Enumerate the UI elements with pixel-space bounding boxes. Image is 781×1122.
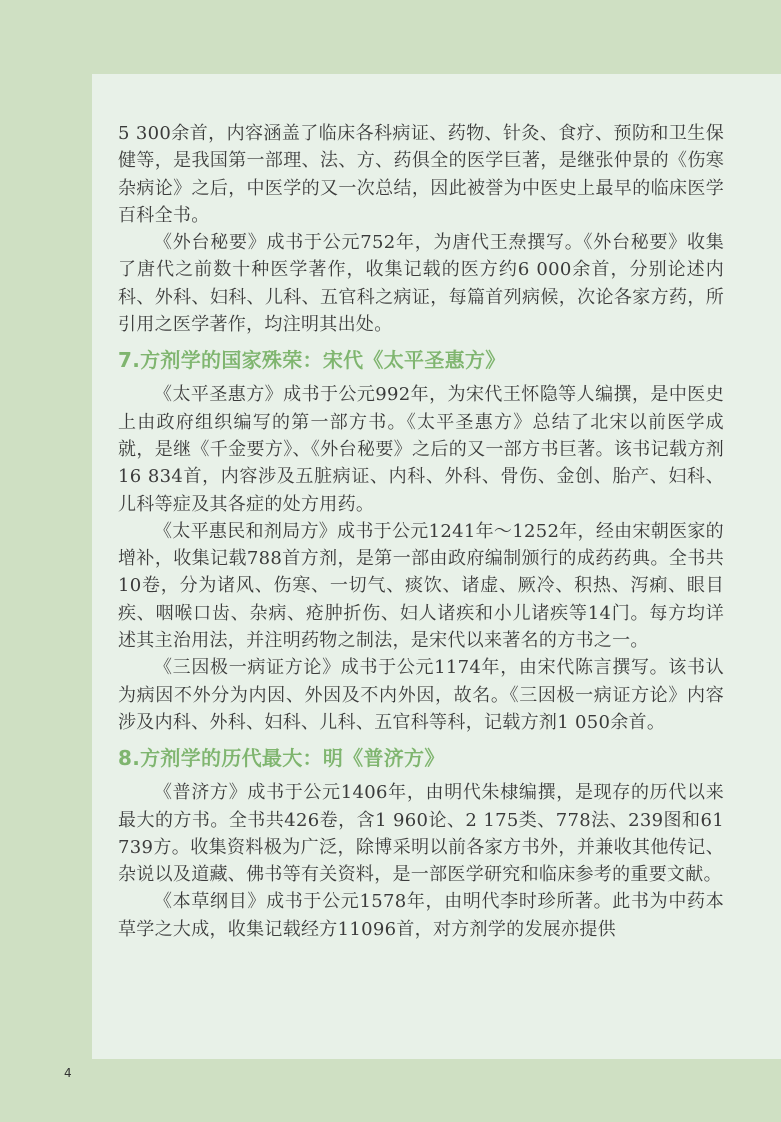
- page-body: [118, 120, 724, 943]
- paragraph: 《太平圣惠方》成书于公元992年，为宋代王怀隐等人编撰，是中医史上由政府组织编写的第一部方书。《太平圣惠方》总结了北宋以前医学成就，是继《千金要方》、《外台秘要》之后的又一部方书巨著。该书记载方剂16 834首，内容涉及五脏病证、内科、外科、骨伤、金创、胎产、妇科、儿科等症及其各症的处方用药。: [118, 384, 724, 515]
- paragraph: 《普济方》成书于公元1406年，由明代朱棣编撰，是现存的历代以来最大的方书。全书共426卷，含1 960论、2 175类、778法、239图和61 739方。收集资料极为广泛，除博采明以前各家方书外，并兼收其他传记、杂说以及道藏、佛书等有关资料，是一部医学研究和临床参考的重要文献。: [118, 782, 724, 886]
- section-heading-7: 7.方剂学的国家殊荣：宋代《太平圣惠方》: [118, 348, 506, 373]
- section-heading-8: 8.方剂学的历代最大：明《普济方》: [118, 746, 445, 771]
- paragraph: 《太平惠民和剂局方》成书于公元1241年～1252年，经由宋朝医家的增补，收集记载788首方剂，是第一部由政府编制颁行的成药药典。全书共10卷，分为诸风、伤寒、一切气、痰饮、诸虚、厥冷、积热、泻痢、眼目疾、咽喉口齿、杂病、疮肿折伤、妇人诸疾和小儿诸疾等14门。每方均详述其主治用法，并注明药物之制法，是宋代以来著名的方书之一。: [118, 520, 724, 652]
- paragraph: 5 300余首，内容涵盖了临床各科病证、药物、针灸、食疗、预防和卫生保健等，是我国第一部理、法、方、药俱全的医学巨著，是继张仲景的《伤寒杂病论》之后，中医学的又一次总结，因此被誉为中医史上最早的临床医学百科全书。: [118, 123, 724, 226]
- paragraph: 《外台秘要》成书于公元752年，为唐代王焘撰写。《外台秘要》收集了唐代之前数十种医学著作，收集记载的医方约6 000余首，分别论述内科、外科、妇科、儿科、五官科之病证，每篇首列病候，次论各家方药，所引用之医学著作，均注明其出处。: [118, 232, 724, 336]
- page-number: 4: [64, 1066, 72, 1080]
- paragraph: 《三因极一病证方论》成书于公元1174年，由宋代陈言撰写。该书认为病因不外分为内因、外因及不内外因，故名。《三因极一病证方论》内容涉及内科、外科、妇科、儿科、五官科等科，记载方剂1 050余首。: [118, 657, 724, 733]
- paragraph: 《本草纲目》成书于公元1578年，由明代李时珍所著。此书为中药本草学之大成，收集记载经方11096首，对方剂学的发展亦提供: [118, 891, 724, 940]
